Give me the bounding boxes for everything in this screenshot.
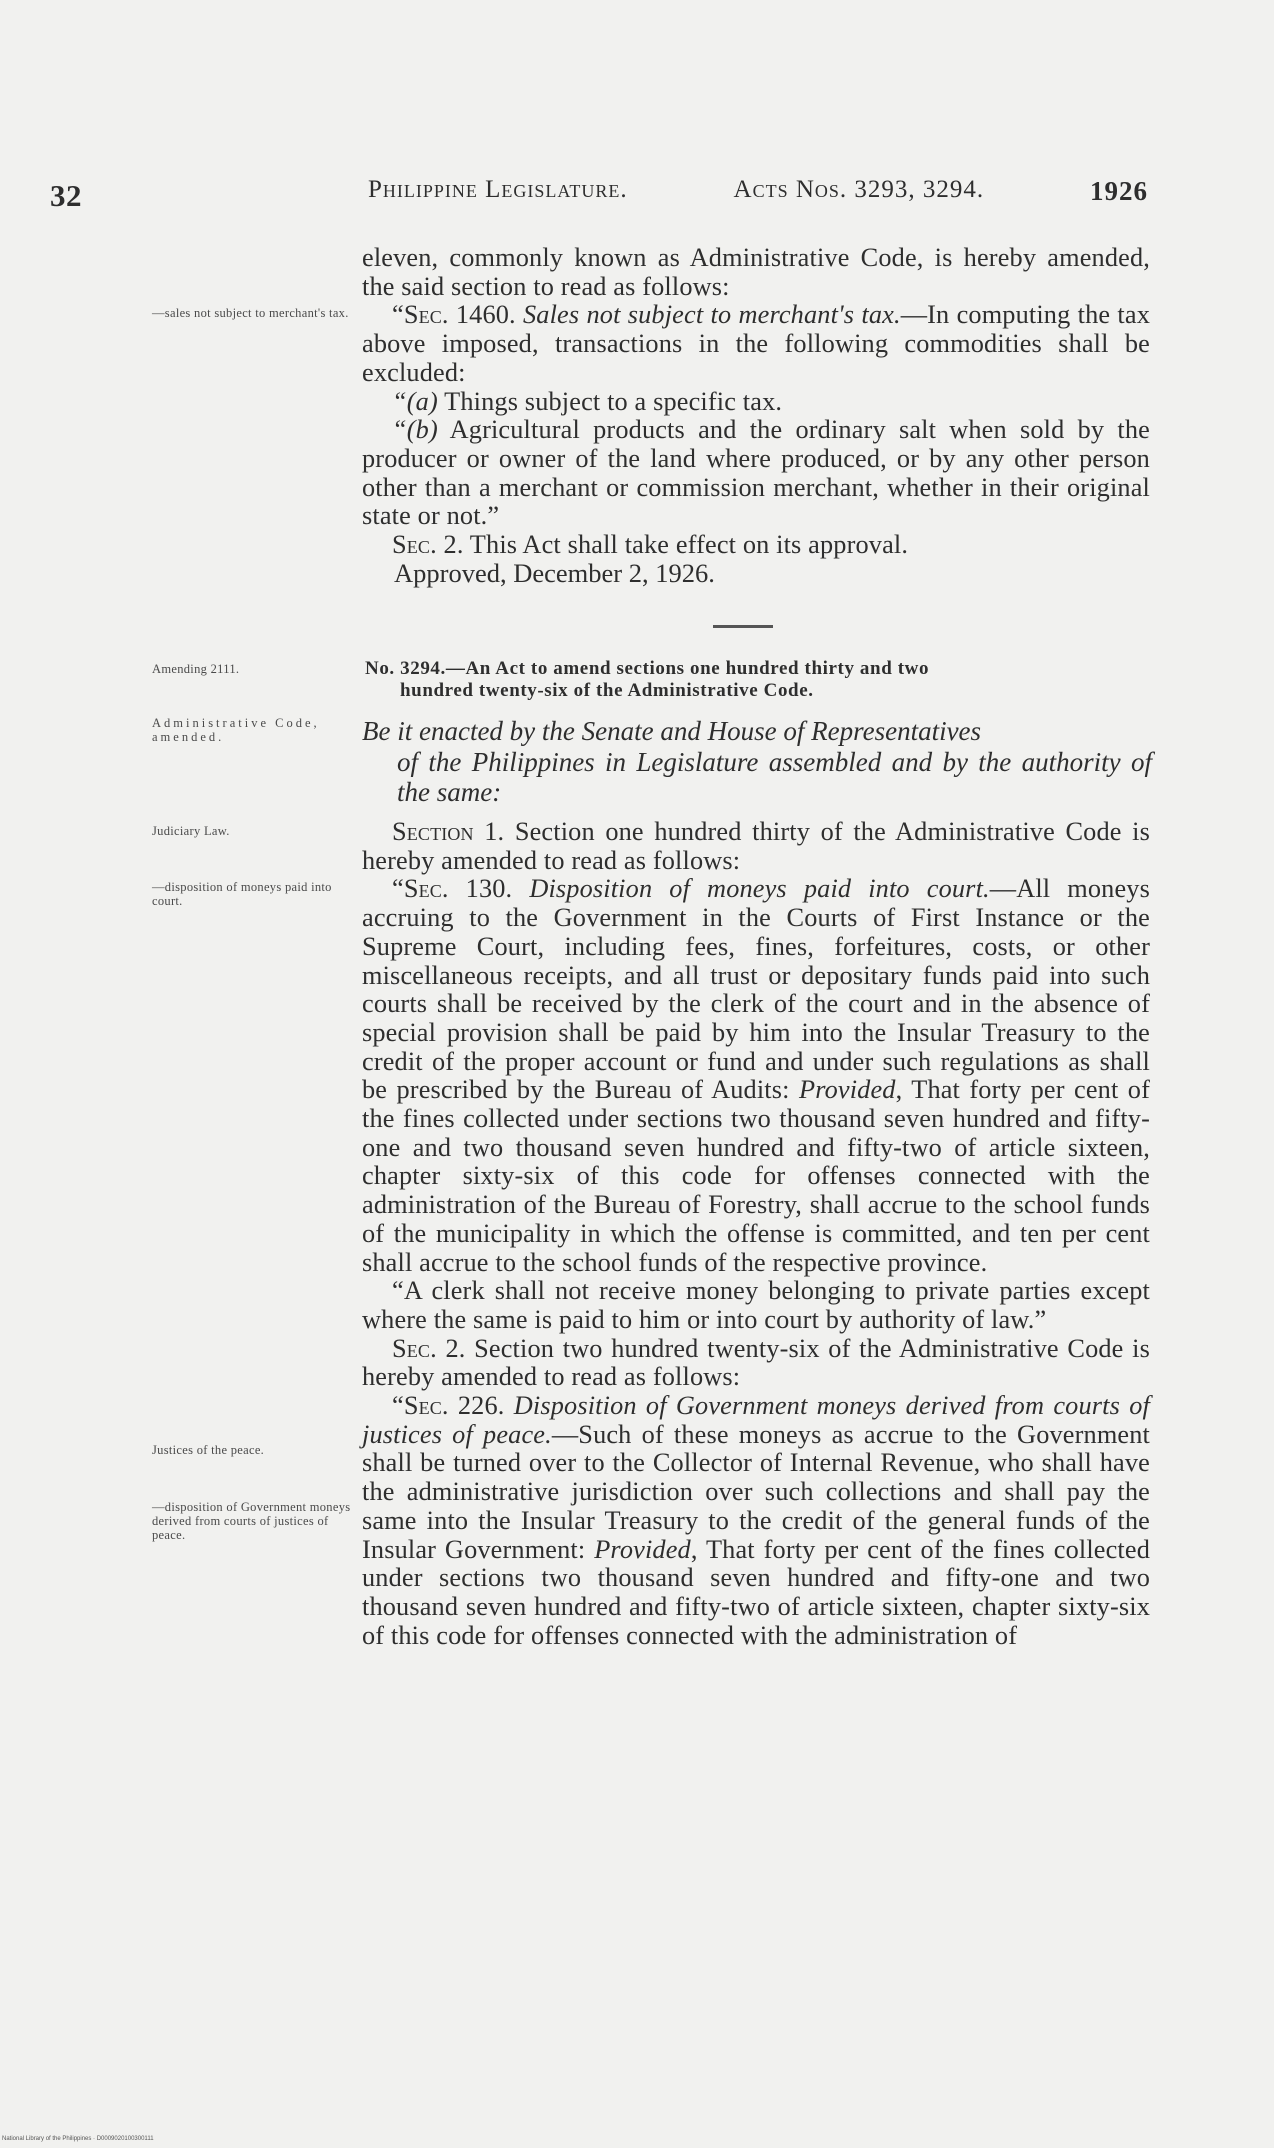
section-2-text: Section two hundred twenty-six of the Administrative Code is hereby amended to read as follows: xyxy=(362,1333,1150,1392)
section-226-title: Disposition of Government moneys derived from courts of justices of peace. xyxy=(362,1391,1150,1449)
enacting-clause-line-2: of the Philippines in Legislature assembled and by the authority of the same: xyxy=(397,746,1152,807)
sidenote-judiciary-law: Judiciary Law. xyxy=(152,824,230,838)
clause-b-text: Agricultural products and the ordinary salt when sold by the producer or owner of the land where produced, or by any other person other than a merchant or commission merchant, whether in their original state or not.” xyxy=(362,415,1150,531)
section-1-text: Section one hundred thirty of the Administrative Code is hereby amended to read as follows: xyxy=(362,817,1150,875)
act-3293-body xyxy=(362,244,1150,560)
sidenote-justices-of-peace: Justices of the peace. xyxy=(152,1443,265,1457)
section-2-label: Sec. 2. xyxy=(392,1333,466,1363)
sidenote-disposition-gov-moneys: —disposition of Government moneys derived from courts of justices of peace. xyxy=(152,1500,351,1542)
running-head-acts: Acts Nos. 3293, 3294. xyxy=(733,176,985,203)
section-130-text-2: , That forty per cent of the fines collected under sections two thousand seven hundred and fifty-one and two thousand seven hundred and fifty-two of article sixteen, chapter sixty-six of this code for offenses connected with the administration of the Bureau of Forestry, shall accrue to the school funds of the municipality in which the offense is committed, and ten per cent shall accrue to the school funds of the respective province. xyxy=(362,1075,1150,1277)
running-head xyxy=(368,176,1148,207)
running-head-year: 1926 xyxy=(1090,176,1148,206)
section-130-paragraph xyxy=(362,875,1150,1277)
section-2-paragraph xyxy=(362,1335,1150,1392)
clerk-paragraph: “A clerk shall not receive money belonging to private parties except where the same is paid to him or into court by authority of law.” xyxy=(362,1276,1150,1334)
clause-a-label: “(a) xyxy=(392,386,438,416)
act-3294-title-line-1: No. 3294.—An Act to amend sections one hundred thirty and two xyxy=(365,658,930,679)
section-1-paragraph xyxy=(362,818,1150,875)
sidenote-admin-code-amended: Administrative Code, amended. xyxy=(152,716,320,744)
section-130-number: “Sec. 130. xyxy=(392,874,513,904)
page-number: 32 xyxy=(50,178,82,213)
act-3294-title xyxy=(365,658,1150,702)
sidenote-amending: Amending 2111. xyxy=(152,662,240,676)
section-1460-text: —In computing the tax above imposed, transactions in the following commodities shall be excluded: xyxy=(362,300,1150,387)
section-1460-title: Sales not subject to merchant's tax. xyxy=(523,300,901,330)
sidenote-sales-not-subject: —sales not subject to merchant's tax. xyxy=(152,306,349,320)
section-1-label: Section 1. xyxy=(392,817,505,846)
archive-stamp: National Library of the Philippines · D0009020100300111 xyxy=(2,2136,154,2142)
enacting-clause-line-1: Be it enacted by the Senate and House of Representatives xyxy=(362,716,982,746)
section-130-title: Disposition of moneys paid into court. xyxy=(529,874,990,904)
sec-2-effect-text: This Act shall take effect on its approval. xyxy=(463,530,909,560)
sidenote-disposition-moneys-court: —disposition of moneys paid into court. xyxy=(152,880,332,908)
running-head-publication: Philippine Legislature. xyxy=(368,176,628,203)
act-3293-paragraph: eleven, commonly known as Administrative Code, is hereby amended, the said section to read as follows: xyxy=(362,243,1150,301)
clause-b-label: “(b) xyxy=(392,415,438,445)
clause-a-paragraph xyxy=(362,388,1150,417)
act-3294-title-line-2: hundred twenty-six of the Administrative Code. xyxy=(400,680,814,701)
section-130-text-1: —All moneys accruing to the Government in the Courts of First Instance or the Supreme Court, including fees, fines, forfeitures, costs, or other miscellaneous receipts, and all trust or depositary funds paid into such courts shall be received by the clerk of the court and in the absence of special provision shall be paid by him into the Insular Treasury to the credit of the proper account or fund and under such regulations as shall be prescribed by the Bureau of Audits: xyxy=(362,874,1150,1105)
approved-date: Approved, December 2, 1926. xyxy=(394,558,715,588)
section-226-text-2: , That forty per cent of the fines collected under sections two thousand seven hundred and fifty-one and two thousand seven hundred and fifty-two of article sixteen, chapter sixty-six of this code for offenses connected with the administration of xyxy=(362,1534,1150,1650)
section-226-provided: Provided xyxy=(594,1534,691,1564)
section-130-provided: Provided xyxy=(798,1075,896,1105)
sec-2-effect-paragraph xyxy=(362,531,1150,560)
enacting-clause xyxy=(362,716,1152,808)
section-1460-paragraph xyxy=(362,301,1150,387)
sec-2-effect-label: Sec. 2. xyxy=(392,530,464,560)
section-226-number: “Sec. 226. xyxy=(392,1391,505,1421)
section-226-text-1: —Such of these moneys as accrue to the Government shall be turned over to the Collector of Internal Revenue, who shall have the administrative jurisdiction over such collections and shall pay the same into the Insular Treasury to the credit of the general funds of the Insular Government: xyxy=(362,1419,1150,1564)
section-226-paragraph xyxy=(362,1392,1150,1650)
act-3294-body xyxy=(362,818,1150,1650)
section-1460-number: “Sec. 1460. xyxy=(392,300,516,330)
clause-b-paragraph xyxy=(362,416,1150,531)
section-divider xyxy=(713,625,773,628)
clause-a-text: Things subject to a specific tax. xyxy=(437,386,783,416)
